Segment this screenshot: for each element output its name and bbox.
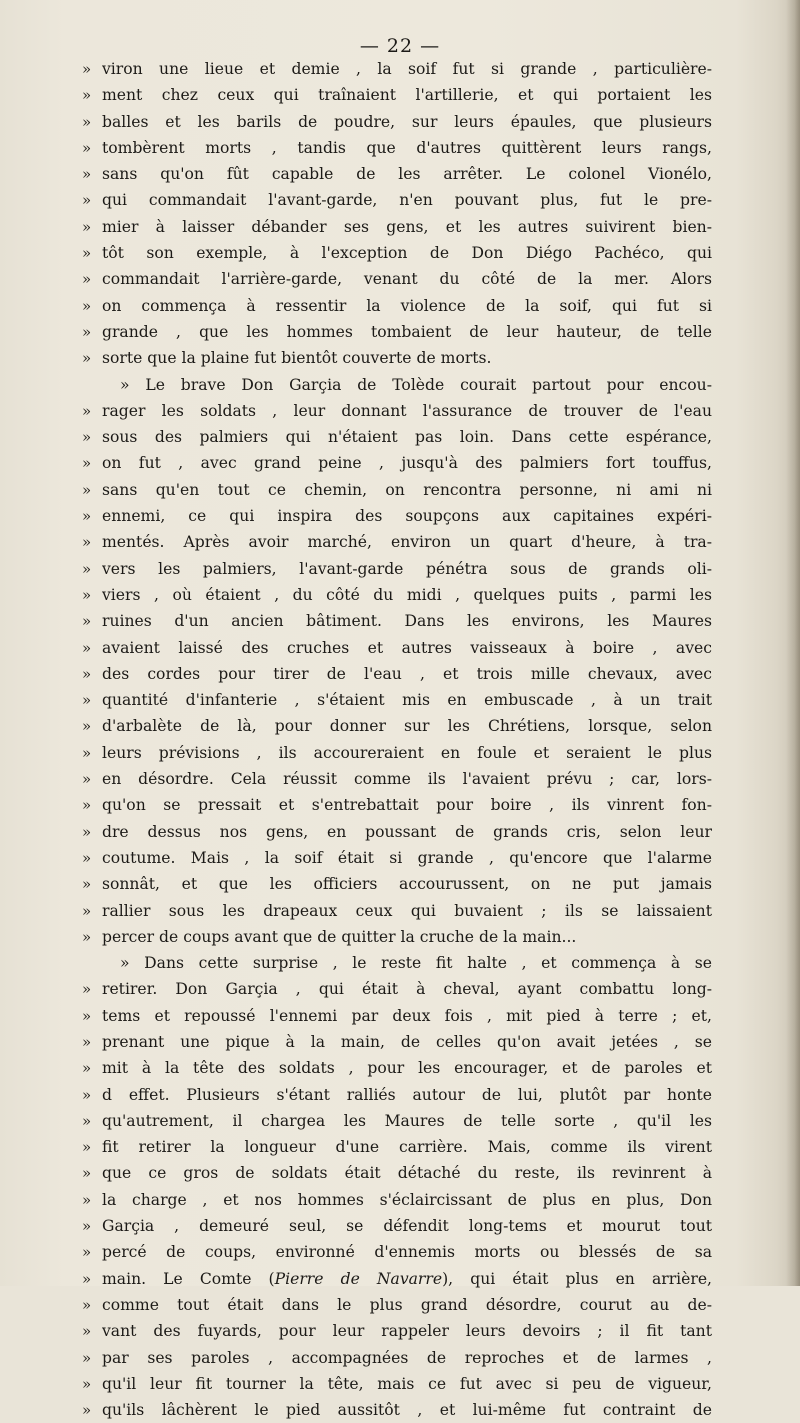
quote-mark: »: [82, 480, 92, 499]
line-text: qu'autrement, il chargea les Maures de telle sorte , qu'il les: [102, 1111, 712, 1130]
line-text: par ses paroles , accompagnées de reproches et de larmes ,: [102, 1348, 712, 1367]
quote-mark: »: [82, 1190, 92, 1209]
line-text: viers , où étaient , du côté du midi , quelques puits , parmi les: [102, 585, 712, 604]
line-text: commandait l'arrière-garde, venant du côté de la mer. Alors: [102, 270, 712, 289]
text-line: [82, 740, 712, 766]
quote-mark: »: [82, 612, 92, 631]
line-text: » Dans cette surprise , le reste fit halte , et commença à se: [120, 954, 712, 973]
text-line: [82, 898, 712, 924]
quote-mark: »: [82, 1006, 92, 1025]
quote-mark: »: [82, 165, 92, 184]
quote-mark: »: [82, 1295, 92, 1314]
quote-mark: »: [82, 428, 92, 447]
text-line: [82, 1292, 712, 1318]
line-text: sans qu'en tout ce chemin, on rencontra personne, ni ami ni: [102, 480, 712, 499]
quote-mark: »: [82, 1138, 92, 1157]
line-text-part: main. Le Comte (: [102, 1269, 275, 1288]
text-line: [82, 398, 712, 424]
quote-mark: »: [82, 1401, 92, 1420]
text-line: [82, 293, 712, 319]
line-text: en désordre. Cela réussit comme ils l'avaient prévu ; car, lors-: [102, 770, 712, 789]
quote-mark: »: [82, 1085, 92, 1104]
line-text: quantité d'infanterie , s'étaient mis en embuscade , à un trait: [102, 691, 712, 710]
quote-mark: »: [82, 217, 92, 236]
line-text: sonnât, et que les officiers accourussent, on ne put jamais: [102, 875, 712, 894]
line-text: d effet. Plusieurs s'étant ralliés autour de lui, plutôt par honte: [102, 1085, 712, 1104]
quote-mark: »: [82, 296, 92, 315]
line-text: avaient laissé des cruches et autres vaisseaux à boire , avec: [102, 638, 712, 657]
quote-mark: »: [82, 980, 92, 999]
line-text: prenant une pique à la main, de celles qu'on avait jetées , se: [102, 1032, 712, 1051]
quote-mark: »: [82, 138, 92, 157]
text-line: [82, 1239, 712, 1265]
line-text: grande , que les hommes tombaient de leur hauteur, de telle: [102, 322, 712, 341]
text-line: [82, 1397, 712, 1423]
text-line: [82, 582, 712, 608]
line-text: on commença à ressentir la violence de la soif, qui fut si: [102, 296, 712, 315]
line-text: sous des palmiers qui n'étaient pas loin. Dans cette espérance,: [102, 428, 712, 447]
line-text: viron une lieue et demie , la soif fut si grande , particulière-: [102, 60, 712, 78]
line-text: rallier sous les drapeaux ceux qui buvaient ; ils se laissaient: [102, 901, 712, 920]
text-line: [82, 1029, 712, 1055]
text-line: [82, 214, 712, 240]
text-line: [82, 82, 712, 108]
quote-mark: »: [82, 1374, 92, 1393]
text-line: [82, 976, 712, 1002]
text-line: [82, 950, 712, 976]
text-line: [82, 1134, 712, 1160]
page-edge-shadow: [786, 0, 800, 1286]
quote-mark: »: [82, 1269, 92, 1288]
text-line: [82, 766, 712, 792]
quote-mark: »: [82, 1032, 92, 1051]
line-text: sorte que la plaine fut bientôt couverte de morts.: [102, 349, 492, 368]
quote-mark: »: [82, 585, 92, 604]
quote-mark: »: [82, 717, 92, 736]
text-line: [82, 845, 712, 871]
text-line: [82, 1371, 712, 1397]
quote-mark: »: [82, 638, 92, 657]
line-text: tombèrent morts , tandis que d'autres quittèrent leurs rangs,: [102, 138, 712, 157]
quote-mark: »: [82, 848, 92, 867]
text-line: [82, 319, 712, 345]
line-text: percer de coups avant que de quitter la cruche de la main...: [102, 927, 577, 946]
line-text: la charge , et nos hommes s'éclaircissant de plus en plus, Don: [102, 1190, 712, 1209]
text-line: [82, 1108, 712, 1134]
quote-mark: »: [82, 454, 92, 473]
text-line: [82, 871, 712, 897]
line-text: que ce gros de soldats était détaché du reste, ils revinrent à: [102, 1164, 712, 1183]
quote-mark: »: [82, 1322, 92, 1341]
quote-mark: »: [82, 244, 92, 263]
text-line: [82, 1266, 712, 1292]
line-text: mit à la tête des soldats , pour les encourager, et de paroles et: [102, 1059, 712, 1078]
line-text: qu'il leur fit tourner la tête, mais ce fut avec si peu de vigueur,: [102, 1374, 712, 1393]
text-line: [82, 1055, 712, 1081]
text-line: [82, 56, 712, 82]
line-text: comme tout était dans le plus grand désordre, courut au de-: [102, 1295, 712, 1314]
text-line: [82, 1003, 712, 1029]
quote-mark: »: [82, 743, 92, 762]
quote-mark: »: [82, 901, 92, 920]
quote-mark: »: [82, 927, 92, 946]
line-text: » Le brave Don Garçia de Tolède courait partout pour encou-: [120, 375, 712, 394]
text-line: [82, 477, 712, 503]
line-text: leurs prévisions , ils accoureraient en foule et seraient le plus: [102, 743, 712, 762]
quote-mark: »: [82, 1243, 92, 1262]
quote-mark: »: [82, 533, 92, 552]
line-text: on fut , avec grand peine , jusqu'à des palmiers fort touffus,: [102, 454, 712, 473]
line-text: ruines d'un ancien bâtiment. Dans les environs, les Maures: [102, 612, 712, 631]
text-line: [82, 161, 712, 187]
text-line: [82, 372, 712, 398]
text-line: [82, 266, 712, 292]
text-line: [82, 187, 712, 213]
text-line: [82, 345, 712, 371]
text-line: [82, 1082, 712, 1108]
quote-mark: »: [82, 112, 92, 131]
line-text: mentés. Après avoir marché, environ un quart d'heure, à tra-: [102, 533, 712, 552]
text-line: [82, 556, 712, 582]
line-text: coutume. Mais , la soif était si grande , qu'encore que l'alarme: [102, 848, 712, 867]
line-text: qui commandait l'avant-garde, n'en pouvant plus, fut le pre-: [102, 191, 712, 210]
quote-mark: »: [82, 349, 92, 368]
line-text: vant des fuyards, pour leur rappeler leurs devoirs ; il fit tant: [102, 1322, 712, 1341]
quote-mark: »: [82, 60, 92, 78]
text-line: [82, 1160, 712, 1186]
quote-mark: »: [82, 1111, 92, 1130]
page-number: — 22 —: [359, 35, 441, 57]
text-line: [82, 924, 712, 950]
quote-mark: »: [82, 401, 92, 420]
line-text: ennemi, ce qui inspira des soupçons aux capitaines expéri-: [102, 507, 712, 526]
line-text: sans qu'on fût capable de les arrêter. Le colonel Vionélo,: [102, 165, 712, 184]
line-text: balles et les barils de poudre, sur leurs épaules, que plusieurs: [102, 112, 712, 131]
line-text-part: ), qui était plus en arrière,: [442, 1269, 712, 1288]
text-line: [82, 713, 712, 739]
text-line: [82, 1318, 712, 1344]
line-text: des cordes pour tirer de l'eau , et trois mille chevaux, avec: [102, 664, 712, 683]
line-text: qu'ils lâchèrent le pied aussitôt , et lui-même fut contraint de: [102, 1401, 712, 1420]
line-text: percé de coups, environné d'ennemis morts ou blessés de sa: [102, 1243, 712, 1262]
line-text: tôt son exemple, à l'exception de Don Diégo Pachéco, qui: [102, 244, 712, 263]
text-line: [82, 792, 712, 818]
body-text: [82, 56, 712, 1423]
quote-mark: »: [82, 270, 92, 289]
text-line: [82, 424, 712, 450]
line-text: dre dessus nos gens, en poussant de grands cris, selon leur: [102, 822, 712, 841]
text-line: [82, 1345, 712, 1371]
quote-mark: »: [82, 1217, 92, 1236]
line-text: vers les palmiers, l'avant-garde pénétra sous de grands oli-: [102, 559, 712, 578]
text-line: [82, 687, 712, 713]
quote-mark: »: [82, 1164, 92, 1183]
line-text: fit retirer la longueur d'une carrière. Mais, comme ils virent: [102, 1138, 712, 1157]
quote-mark: »: [82, 822, 92, 841]
line-text: mier à laisser débander ses gens, et les autres suivirent bien-: [102, 217, 712, 236]
quote-mark: »: [82, 86, 92, 105]
text-line: [82, 819, 712, 845]
text-line: [82, 135, 712, 161]
quote-mark: »: [82, 1059, 92, 1078]
line-text: Garçia , demeuré seul, se défendit long-tems et mourut tout: [102, 1217, 712, 1236]
quote-mark: »: [82, 796, 92, 815]
line-text: rager les soldats , leur donnant l'assurance de trouver de l'eau: [102, 401, 712, 420]
line-text: retirer. Don Garçia , qui était à cheval, ayant combattu long-: [102, 980, 712, 999]
quote-mark: »: [82, 1348, 92, 1367]
line-text: ment chez ceux qui traînaient l'artillerie, et qui portaient les: [102, 86, 712, 105]
text-line: [82, 1187, 712, 1213]
text-line: [82, 450, 712, 476]
quote-mark: »: [82, 875, 92, 894]
text-line: [82, 1213, 712, 1239]
line-text: tems et repoussé l'ennemi par deux fois , mit pied à terre ; et,: [102, 1006, 712, 1025]
quote-mark: »: [82, 322, 92, 341]
text-line: [82, 529, 712, 555]
text-line: [82, 109, 712, 135]
quote-mark: »: [82, 559, 92, 578]
italic-name: Pierre de Navarre: [274, 1269, 443, 1288]
quote-mark: »: [82, 664, 92, 683]
quote-mark: »: [82, 191, 92, 210]
quote-mark: »: [82, 507, 92, 526]
text-line: [82, 240, 712, 266]
line-text: [102, 1266, 712, 1292]
text-line: [82, 503, 712, 529]
text-line: [82, 608, 712, 634]
text-line: [82, 661, 712, 687]
line-text: qu'on se pressait et s'entrebattait pour boire , ils vinrent fon-: [102, 796, 712, 815]
quote-mark: »: [82, 691, 92, 710]
quote-mark: »: [82, 770, 92, 789]
line-text: d'arbalète de là, pour donner sur les Chrétiens, lorsque, selon: [102, 717, 712, 736]
text-line: [82, 635, 712, 661]
